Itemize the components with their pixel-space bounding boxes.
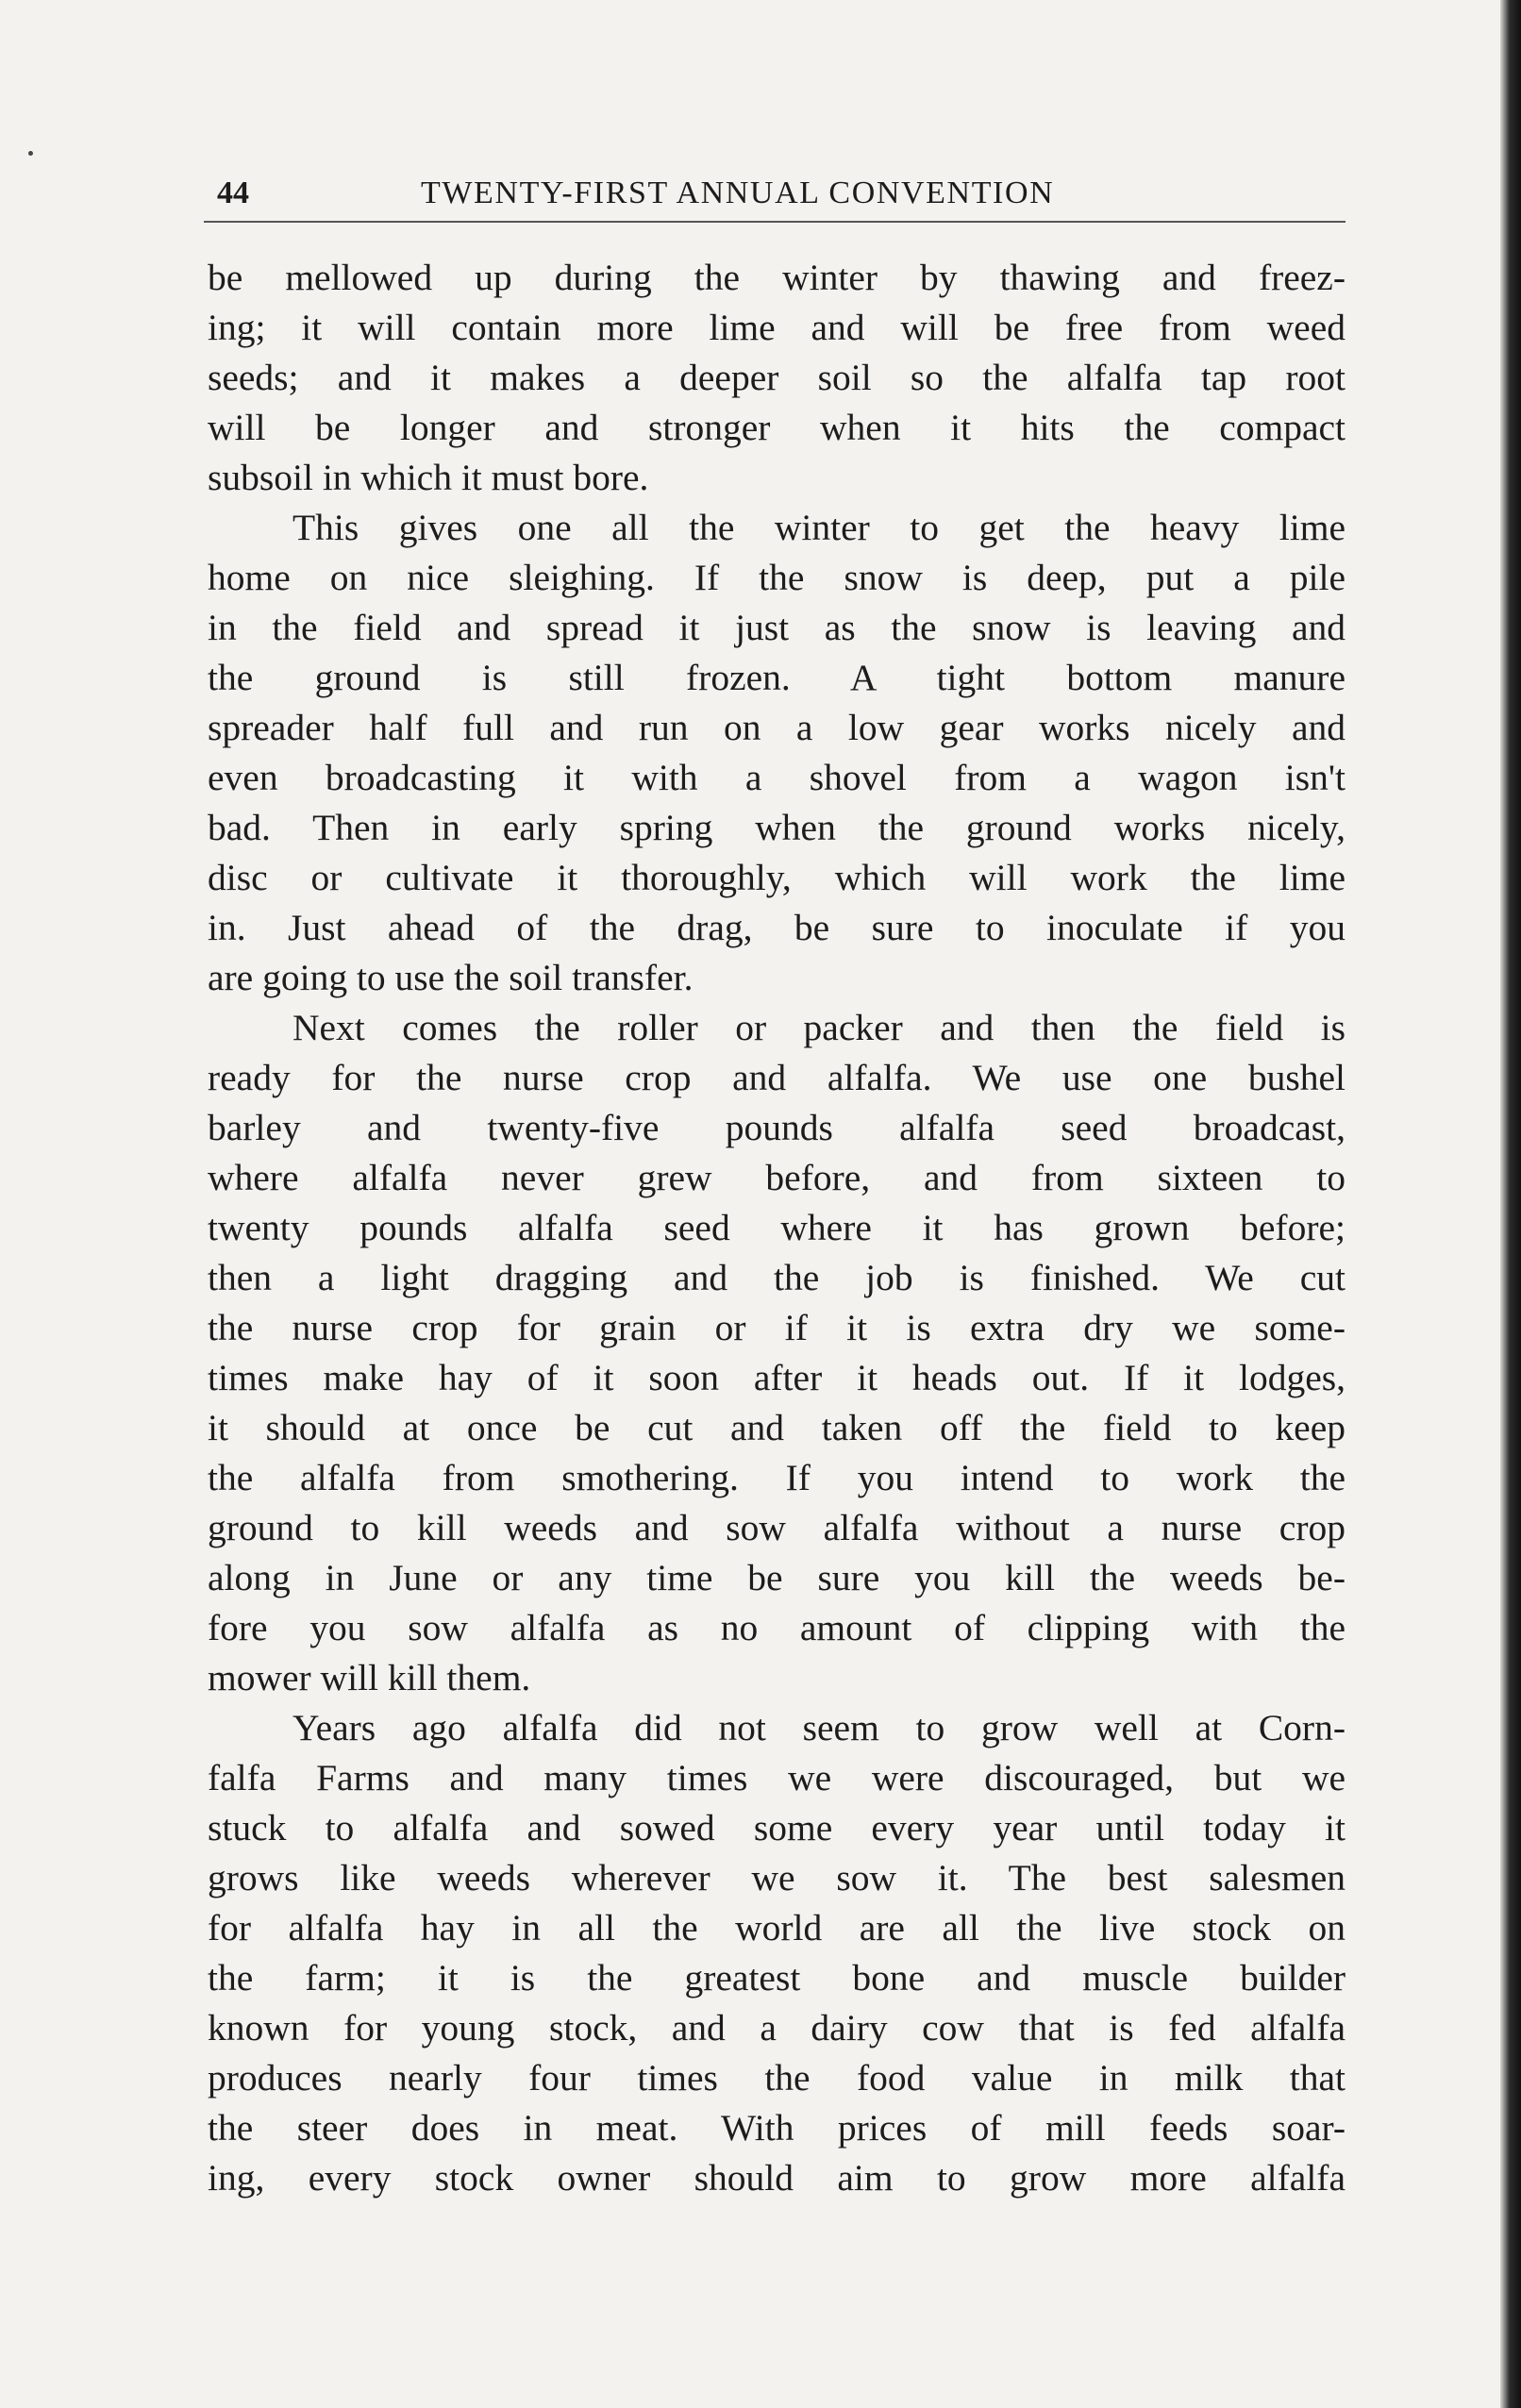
paragraph-first-line: Years ago alfalfa did not seem to grow well at Corn-: [292, 1707, 1346, 1748]
page-binding-edge: [1500, 0, 1521, 2408]
text-line: ground to kill weeds and sow alfalfa without a nurse crop: [208, 1507, 1346, 1548]
text-line: grows like weeds wherever we sow it. The best salesmen: [208, 1857, 1346, 1898]
text-line: the farm; it is the greatest bone and muscle builder: [208, 1957, 1346, 1998]
text-line: twenty pounds alfalfa seed where it has grown before;: [208, 1207, 1346, 1248]
running-title: TWENTY-FIRST ANNUAL CONVENTION: [421, 176, 1055, 210]
text-line: subsoil in which it must bore.: [208, 457, 649, 498]
running-head: [204, 172, 1346, 223]
text-line: spreader half full and run on a low gear works nicely and: [208, 707, 1346, 748]
text-line: for alfalfa hay in all the world are all the live stock on: [208, 1907, 1346, 1948]
text-line: fore you sow alfalfa as no amount of clipping with the: [208, 1607, 1346, 1648]
text-line: it should at once be cut and taken off the field to keep: [208, 1407, 1346, 1448]
text-line: the steer does in meat. With prices of mill feeds soar-: [208, 2107, 1346, 2149]
text-line: falfa Farms and many times we were discouraged, but we: [208, 1757, 1346, 1798]
text-line: barley and twenty-five pounds alfalfa seed broadcast,: [208, 1107, 1346, 1148]
text-line: will be longer and stronger when it hits the compact: [208, 407, 1346, 448]
text-line: be mellowed up during the winter by thawing and freez-: [208, 257, 1346, 298]
text-line: the alfalfa from smothering. If you intend to work the: [208, 1457, 1346, 1498]
text-line: produces nearly four times the food value in milk that: [208, 2057, 1346, 2099]
text-line: the ground is still frozen. A tight bottom manure: [208, 657, 1346, 698]
scan-speck: [28, 151, 33, 156]
text-line: even broadcasting it with a shovel from a wagon isn't: [208, 757, 1346, 798]
text-line: are going to use the soil transfer.: [208, 957, 694, 998]
text-line: along in June or any time be sure you kill the weeds be-: [208, 1557, 1346, 1598]
text-line: ing, every stock owner should aim to grow more alfalfa: [208, 2157, 1346, 2199]
text-line: mower will kill them.: [208, 1657, 531, 1698]
text-line: bad. Then in early spring when the ground works nicely,: [208, 807, 1346, 848]
text-line: seeds; and it makes a deeper soil so the alfalfa tap root: [208, 357, 1346, 398]
text-line: known for young stock, and a dairy cow that is fed alfalfa: [208, 2007, 1346, 2048]
text-line: times make hay of it soon after it heads out. If it lodges,: [208, 1357, 1346, 1398]
text-line: stuck to alfalfa and sowed some every year until today it: [208, 1807, 1346, 1848]
text-line: where alfalfa never grew before, and from sixteen to: [208, 1157, 1346, 1198]
text-line: ing; it will contain more lime and will be free from weed: [208, 307, 1346, 348]
text-line: ready for the nurse crop and alfalfa. We use one bushel: [208, 1057, 1346, 1098]
text-line: home on nice sleighing. If the snow is deep, put a pile: [208, 557, 1346, 598]
body-text: [208, 253, 1346, 2203]
text-line: in. Just ahead of the drag, be sure to inoculate if you: [208, 907, 1346, 948]
paragraph-first-line: Next comes the roller or packer and then the field is: [292, 1007, 1346, 1048]
text-line: the nurse crop for grain or if it is extra dry we some-: [208, 1307, 1346, 1348]
text-line: in the field and spread it just as the snow is leaving and: [208, 607, 1346, 648]
text-line: disc or cultivate it thoroughly, which will work the lime: [208, 857, 1346, 898]
page-number: 44: [217, 176, 249, 210]
text-line: then a light dragging and the job is finished. We cut: [208, 1257, 1346, 1298]
paragraph-first-line: This gives one all the winter to get the heavy lime: [292, 507, 1346, 548]
